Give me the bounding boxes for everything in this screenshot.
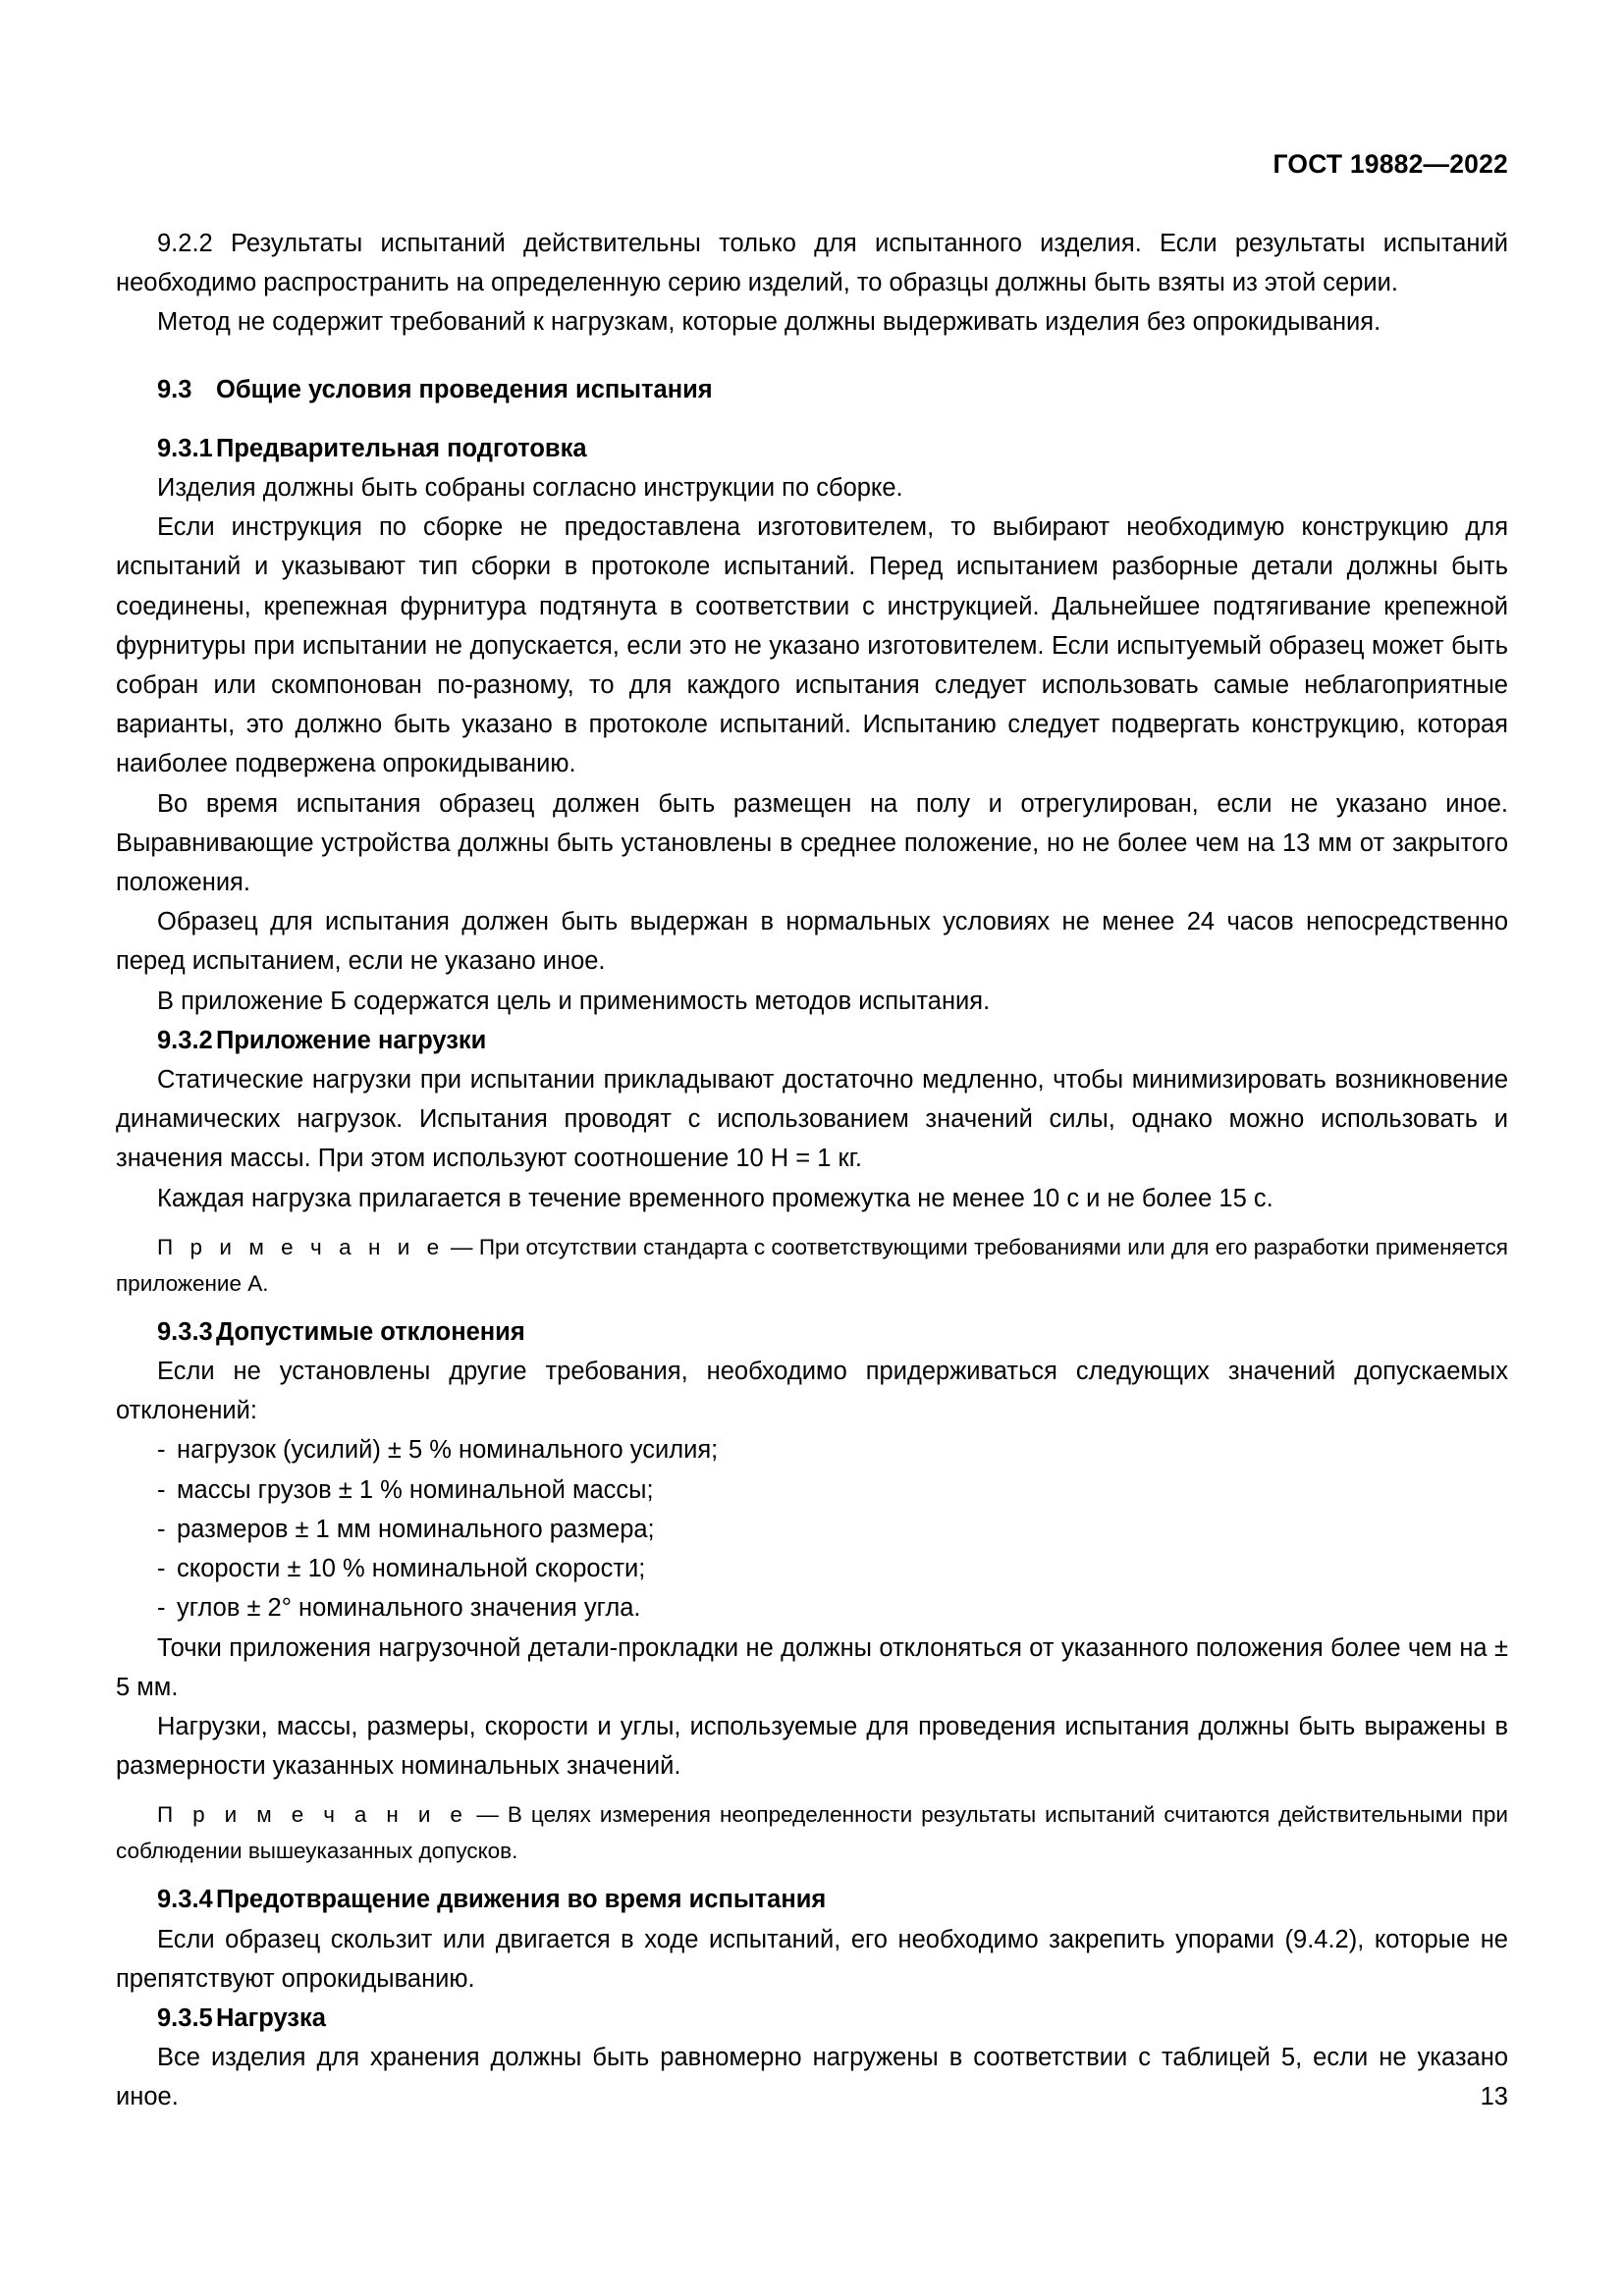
heading-9-3-1-number: 9.3.1 [157, 434, 213, 462]
list-dash: - [157, 1475, 166, 1504]
list-dash: - [157, 1436, 166, 1465]
list-dash: - [157, 1515, 166, 1543]
heading-9-3-5-title: Нагрузка [216, 2003, 326, 2032]
paragraph-9-3-2-duration: Каждая нагрузка прилагается в течение временного промежутка не менее 10 с и не более 15 с. [157, 1184, 1273, 1212]
paragraph-9-2-2: 9.2.2 Результаты испытаний действительны только для испытанного изделия. Если результаты испытаний необходимо распространить на определенную серию изделий, то образцы должны быть взяты из этой серии. [116, 230, 1508, 297]
text-column [116, 224, 1508, 2117]
spacer [116, 1786, 1508, 1796]
paragraph-9-3-1-assembly: Изделия должны быть собраны согласно инструкции по сборке. [157, 474, 903, 503]
heading-9-3-4-number: 9.3.4 [157, 1886, 213, 1914]
spacer [116, 1218, 1508, 1229]
heading-9-3-title: Общие условия проведения испытания [216, 375, 713, 403]
heading-9-3-2-title: Приложение нагрузки [216, 1026, 487, 1054]
heading-9-3-3-number: 9.3.3 [157, 1317, 213, 1346]
note-2-label: П р и м е ч а н и е [157, 1802, 468, 1828]
paragraph-9-3-3-intro: Если не установлены другие требования, необходимо придерживаться следующих значений допускаемых отклонений: [116, 1358, 1508, 1425]
heading-9-3-5 [116, 1999, 1508, 2038]
list-item [116, 1510, 1508, 1549]
list-item [116, 1549, 1508, 1588]
list-item [116, 1430, 1508, 1469]
paragraph-9-3-1-instruction: Если инструкция по сборке не предоставлена изготовителем, то выбирают необходимую конструкцию для испытаний и указывают тип сборки в протоколе испытаний. Перед испытанием разборные детали должны быть соединены, крепежная фурнитура подтянута в соответствии с инструкцией. Дальнейшее подтягивание крепежной фурнитуры при испытании не допускается, если это не указано изготовителем. Если испытуемый образец может быть собран или скомпонован по-разному, то для каждого испытания следует использовать самые неблагоприятные варианты, это должно быть указано в протоколе испытаний. Испытанию следует подвергать конструкцию, которая наиболее подвержена опрокидыванию. [116, 513, 1508, 778]
spacer [116, 343, 1508, 370]
list-item-label: массы грузов ± 1 % номинальной массы; [177, 1475, 654, 1504]
heading-9-3-3-title: Допустимые отклонения [216, 1317, 525, 1346]
heading-9-3-2 [116, 1021, 1508, 1060]
page-number: 13 [1480, 2082, 1508, 2110]
heading-9-3-1 [116, 429, 1508, 468]
paragraph-9-3-1-conditioning: Образец для испытания должен быть выдержан в нормальных условиях не менее 24 часов непосредственно перед испытанием, если не указано иное. [116, 908, 1508, 976]
list-dash: - [157, 1594, 166, 1623]
list-item [116, 1588, 1508, 1628]
list-item-label: размеров ± 1 мм номинального размера; [177, 1515, 655, 1543]
running-head-standard-number: ГОСТ 19882—2022 [1272, 149, 1508, 179]
spacer [116, 1302, 1508, 1312]
heading-9-3-5-number: 9.3.5 [157, 2003, 213, 2032]
heading-9-3-number: 9.3 [157, 375, 192, 403]
list-item-label: углов ± 2° номинального значения угла. [177, 1594, 641, 1623]
heading-9-3-1-title: Предварительная подготовка [216, 434, 587, 462]
paragraph-9-3-3-pad-position: Точки приложения нагрузочной детали-прокладки не должны отклоняться от указанного положения более чем на ± 5 мм. [116, 1633, 1508, 1701]
note-2 [116, 1796, 1508, 1869]
paragraph-9-3-1-annex-b: В приложение Б содержатся цель и применимость методов испытания. [157, 987, 991, 1015]
heading-9-3-4 [116, 1880, 1508, 1919]
note-1-text: — При отсутствии стандарта с соответствующими требованиями или для его разработки применяется приложение А. [116, 1234, 1508, 1296]
list-item-label: нагрузок (усилий) ± 5 % номинального усилия; [177, 1436, 719, 1465]
heading-9-3-3 [116, 1312, 1508, 1352]
heading-9-3-2-number: 9.3.2 [157, 1026, 213, 1054]
note-2-text: — В целях измерения неопределенности результаты испытаний считаются действительными при соблюдении вышеуказанных допусков. [116, 1802, 1508, 1864]
paragraph-9-3-1-floor: Во время испытания образец должен быть размещен на полу и отрегулирован, если не указано иное. Выравнивающие устройства должны быть установлены в среднее положение, но не более чем на 13 мм от закрытого положения. [116, 789, 1508, 897]
note-1 [116, 1229, 1508, 1302]
paragraph-method-scope: Метод не содержит требований к нагрузкам, которые должны выдерживать изделия без опрокидывания. [157, 308, 1381, 337]
note-1-label: П р и м е ч а н и е [157, 1234, 445, 1259]
list-item-label: скорости ± 10 % номинальной скорости; [177, 1555, 646, 1583]
spacer [116, 409, 1508, 429]
list-dash: - [157, 1555, 166, 1583]
heading-9-3-4-title: Предотвращение движения во время испытания [216, 1886, 827, 1914]
spacer [116, 1869, 1508, 1880]
tolerance-list [116, 1430, 1508, 1628]
paragraph-9-3-3-units: Нагрузки, массы, размеры, скорости и углы, используемые для проведения испытания должны быть выражены в размерности указанных номинальных значений. [116, 1712, 1508, 1781]
heading-9-3 [116, 370, 1508, 409]
paragraph-9-3-5-loading: Все изделия для хранения должны быть равномерно нагружены в соответствии с таблицей 5, если не указано иное. [116, 2044, 1508, 2111]
list-item [116, 1470, 1508, 1510]
paragraph-9-3-2-static-loads: Статические нагрузки при испытании прикладывают достаточно медленно, чтобы минимизировать возникновение динамических нагрузок. Испытания проводят с использованием значений силы, однако можно использовать и значения массы. При этом используют соотношение 10 Н = 1 кг. [116, 1066, 1508, 1173]
paragraph-9-3-4-stops: Если образец скользит или двигается в ходе испытаний, его необходимо закрепить упорами (9.4.2), которые не препятствуют опрокидыванию. [116, 1925, 1508, 1993]
